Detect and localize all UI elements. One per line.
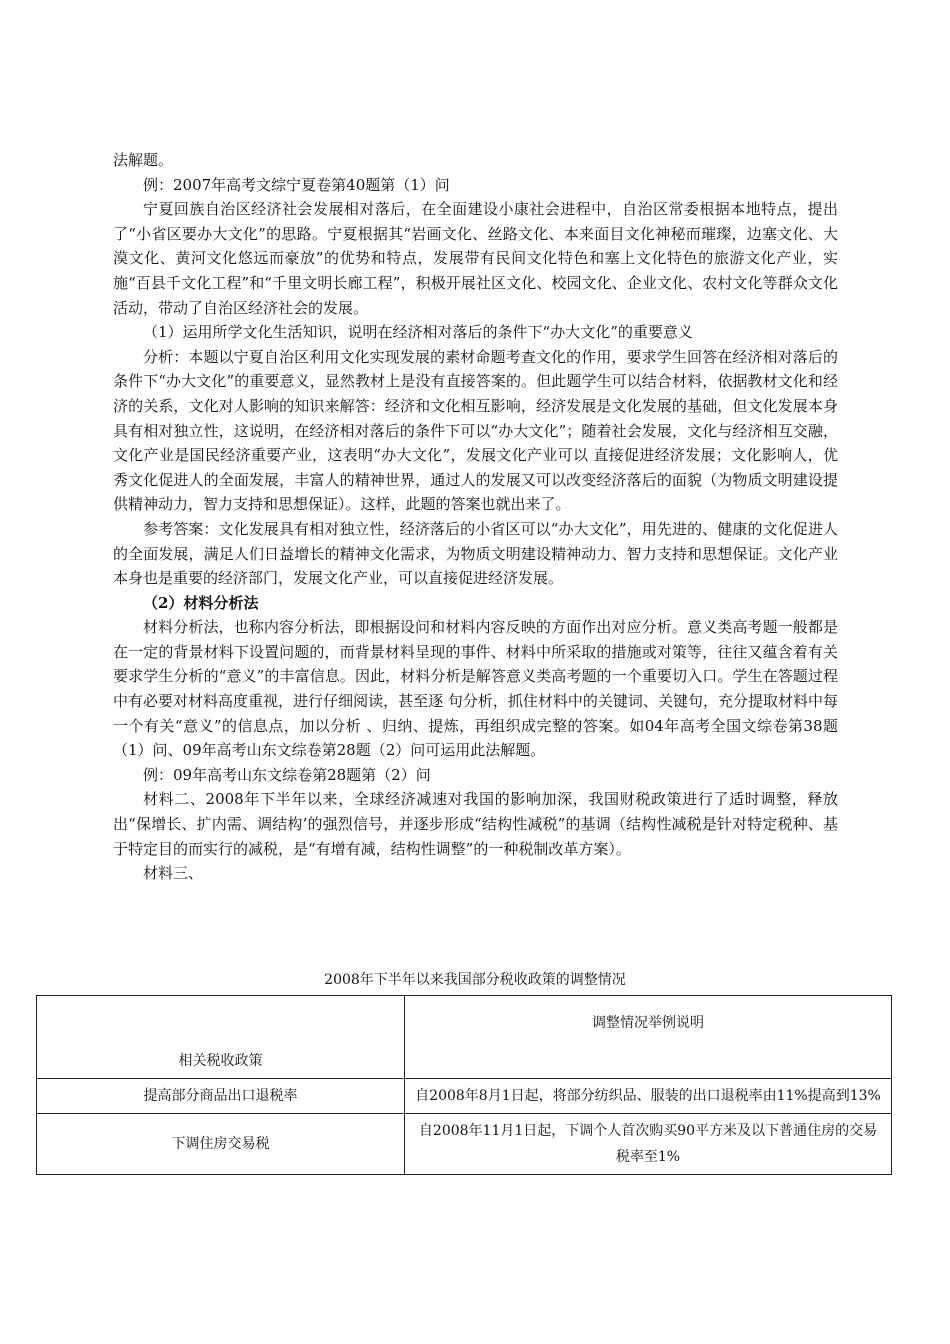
table-caption: 2008年下半年以来我国部分税收政策的调整情况 xyxy=(324,972,626,988)
table-cell-detail: 自2008年8月1日起，将部分纺织品、服装的出口退税率由11%提高到13% xyxy=(405,1079,892,1114)
header-cell-policy: 相关税收政策 xyxy=(37,996,405,1079)
paragraph: 材料分析法，也称内容分析法，即根据设问和材料内容反映的方面作出对应分析。意义类高考题一般都是在一定的背景材料下设置问题的，而背景材料呈现的事件、材料中所采取的措施或对策等，往往又蕴含着有关要求学生分析的“意义”的丰富信息。因此，材料分析是解答意义类高考题的一个重要切入口。学生在答题过程中有必要对材料高度重视，进行仔细阅读，甚至逐 句分析，抓住材料中的关键词、关键句，充分提取材料中每一个有关“意义”的信息点，加以分析 、归纳、提炼，再组织成完整的答案。如04年高考全国文综卷第38题（1）问、09年高考山东文综卷第28题（2）问可运用此法解题。 xyxy=(113,618,838,760)
reference-answer: 参考答案：文化发展具有相对独立性，经济落后的小省区可以“办大文化”，用先进的、健康的文化促进人的全面发展，满足人们日益增长的精神文化需求，为物质文明建设精神动力、智力支持和思想保证。文化产业本身也是重要的经济部门，发展文化产业，可以直接促进经济发展。 xyxy=(113,519,838,588)
table-cell-policy: 提高部分商品出口退税率 xyxy=(37,1079,405,1114)
table-header-row xyxy=(37,996,892,1079)
analysis-paragraph: 分析：本题以宁夏自治区利用文化实现发展的素材命题考查文化的作用，要求学生回答在经济相对落后的条件下“办大文化”的重要意义，显然教材上是没有直接答案的。但此题学生可以结合材料，依据教材文化和经济的关系，文化对人影响的知识来解答：经济和文化相互影响，经济发展是文化发展的基础，但文化发展本身具有相对独立性，这说明，在经济相对落后的条件下可以“办大文化”；随着社会发展，文化与经济相互交融，文化产业是国民经济重要产业，这表明“办大文化”，发展文化产业可以 直接促进经济发展；文化影响人，优秀文化促进人的全面发展，丰富人的精神世界，通过人的发展又可以改变经济落后的面貌（为物质文明建设提供精神动力，智力支持和思想保证）。这样，此题的答案也就出来了。 xyxy=(113,347,838,514)
header-cell-detail: 调整情况举例说明 xyxy=(405,996,892,1079)
example-heading: 例：09年高考山东文综卷第28题第（2）问 xyxy=(143,765,431,784)
example-heading: 例：2007年高考文综宁夏卷第40题第（1）问 xyxy=(143,175,450,194)
question: （1）运用所学文化生活知识，说明在经济相对落后的条件下“办大文化”的重要意义 xyxy=(143,323,693,342)
document-body xyxy=(113,148,838,886)
paragraph: 法解题。 xyxy=(113,151,174,169)
tax-policy-table xyxy=(36,995,892,1175)
table-row xyxy=(37,1114,892,1175)
table-row xyxy=(37,1079,892,1114)
table-cell-policy: 下调住房交易税 xyxy=(37,1114,405,1175)
material-label: 材料三、 xyxy=(143,864,204,883)
paragraph: 宁夏回族自治区经济社会发展相对落后，在全面建设小康社会进程中，自治区常委根据本地特点，提出了“小省区要办大文化”的思路。宁夏根据其“岩画文化、丝路文化、本来面目文化神秘而璀璨，边塞文化、大漠文化、黄河文化悠远而豪放”的优势和特点，发展带有民间文化特色和塞上文化特色的旅游文化产业，实施“百县千文化工程”和“千里文明长廊工程”，积极开展社区文化、校园文化、企业文化、农村文化等群众文化活动，带动了自治区经济社会的发展。 xyxy=(113,200,838,317)
material-paragraph: 材料二、2008年下半年以来，全球经济减速对我国的影响加深，我国财税政策进行了适时调整，释放出“保增长、扩内需、调结构’的强烈信号，并逐步形成“结构性减税”的基调（结构性减税是针对特定税种、基于特定目的而实行的减税，是“有增有减，结构性调整”的一种税制改革方案）。 xyxy=(113,790,838,858)
section-heading: （2）材料分析法 xyxy=(143,593,259,612)
table-cell-detail: 自2008年11月1日起，下调个人首次购买90平方米及以下普通住房的交易税率至1% xyxy=(405,1114,892,1175)
